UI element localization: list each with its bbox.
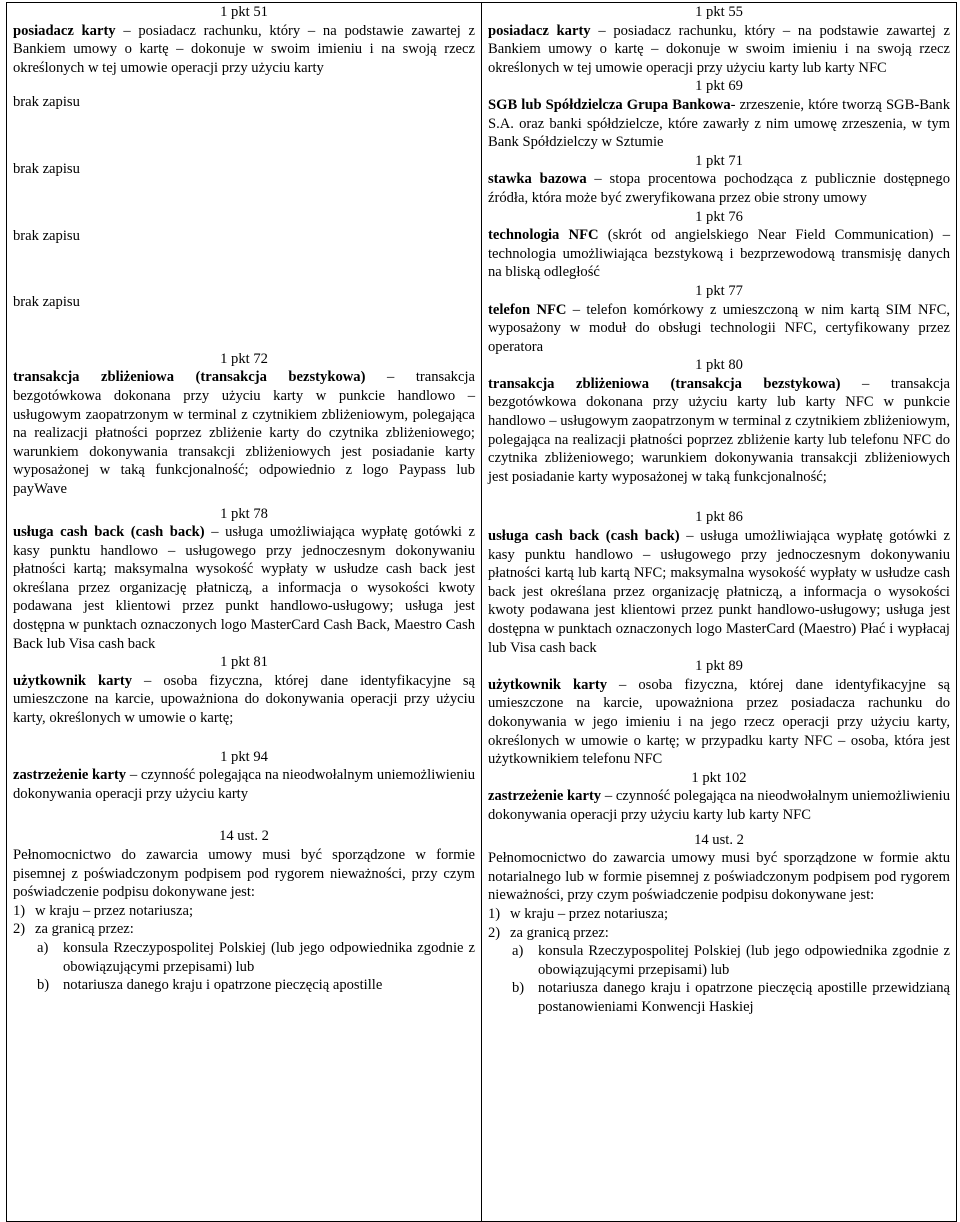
section-ref: 1 pkt 89 xyxy=(695,658,743,675)
term: użytkownik karty xyxy=(13,672,133,689)
term: zastrzeżenie karty xyxy=(13,767,127,784)
definition-block xyxy=(13,3,475,77)
section-ref: 1 pkt 81 xyxy=(220,654,268,671)
term: transakcja zbliżeniowa (transakcja bezstykowa) xyxy=(13,369,366,386)
definition-text: posiadacz karty – posiadacz rachunku, który – na podstawie zawartej z Bankiem umowy o kartę – dokonuje w swoim imieniu i na swoją rzecz określonych w tej umowie operacji przy użyciu karty xyxy=(13,22,475,76)
clause-intro: Pełnomocnictwo do zawarcia umowy musi być sporządzone w formie aktu notarialnego lub w formie pisemnej z poświadczonym podpisem pod rygorem nieważności, przy czym poświadczenie podpisu dokonywane jest: xyxy=(488,850,950,904)
definition-block xyxy=(488,3,950,77)
definition-block xyxy=(488,152,950,208)
sub-list xyxy=(33,939,475,995)
clause-intro: Pełnomocnictwo do zawarcia umowy musi być sporządzone w formie pisemnej z poświadczonym podpisem pod rygorem nieważności, przy czym poświadczenie podpisu dokonywane jest: xyxy=(13,847,475,901)
definition-block xyxy=(488,77,950,151)
empty-entry: brak zapisu xyxy=(13,294,80,311)
empty-entry: brak zapisu xyxy=(13,227,80,244)
definition-text: użytkownik karty – osoba fizyczna, której dane identyfikacyjne są umieszczone na karcie, upoważniona przez posiadacza rachunku do dokonywania w jego imieniu i na jego rzecz operacji przy użyciu karty, określonych w umowie o kartę; w przypadku karty NFC – osoba, która jest użytkownikiem telefonu NFC xyxy=(488,676,950,768)
term: stawka bazowa xyxy=(488,171,587,188)
section-ref: 14 ust. 2 xyxy=(694,831,744,848)
term: użytkownik karty xyxy=(488,676,608,693)
definition-text: stawka bazowa – stopa procentowa pochodząca z publicznie dostępnego źródła, która może być zweryfikowana przez obie strony umowy xyxy=(488,171,950,206)
definition-block xyxy=(488,356,950,486)
definition-block xyxy=(488,769,950,825)
comparison-table xyxy=(6,2,957,1222)
definition-text: usługa cash back (cash back) – usługa umożliwiająca wypłatę gotówki z kasy punktu handlowo – usługowego przy jednoczesnym dokonywaniu płatności kartą; maksymalna wysokość wypłaty w usłudze cash back jest określana przez organizację płatniczą, a informacja o wysokości kwoty podawana jest klientowi przez punkt handlowo-usługowy; usługa jest dostępna w punktach oznaczonych logo MasterCard Cash Back, Maestro Cash Back lub Visa cash back xyxy=(13,524,476,652)
definition-text: transakcja zbliżeniowa (transakcja bezstykowa) – transakcja bezgotówkowa dokonana przy użyciu karty w punkcie handlowo – usługowym zaopatrzonym w terminal z czytnikiem zbliżeniowym, polegająca na realizacji płatności poprzez zbliżenie karty do czytnika zbliżeniowego; warunkiem dokonywania transakcji zbliżeniowych jest posiadanie karty wyposażonej w taką funkcjonalność; odpowiednio z logo Paypass lub payWave xyxy=(13,369,475,497)
definition-block xyxy=(488,208,950,282)
definition-text: zastrzeżenie karty – czynność polegająca na nieodwołalnym uniemożliwieniu dokonywania operacji przy użyciu karty lub karty NFC xyxy=(488,788,950,823)
empty-entry: brak zapisu xyxy=(13,94,80,111)
list-item: 2) za granicą przez: a) konsula Rzeczypospolitej Polskiej (lub jego odpowiednika zgodnie z obowiązującymi przepisami) lub b) notariusza danego kraju i opatrzone pieczęcią apostille przewidzianą postanowieniami Konwencji Haskiej xyxy=(488,924,950,1015)
definition-block xyxy=(13,748,475,804)
definition-block xyxy=(488,282,950,356)
section-ref: 1 pkt 55 xyxy=(695,4,743,20)
section-ref: 1 pkt 51 xyxy=(220,4,268,20)
list-item: a) konsula Rzeczypospolitej Polskiej (lub jego odpowiednika zgodnie z obowiązującymi przepisami) lub xyxy=(37,939,475,975)
list-item: b) notariusza danego kraju i opatrzone pieczęcią apostille xyxy=(37,977,383,994)
table-row xyxy=(7,3,957,1222)
definition-block xyxy=(488,657,950,769)
section-ref: 1 pkt 76 xyxy=(695,208,743,225)
section-ref: 1 pkt 71 xyxy=(695,152,743,169)
section-ref: 1 pkt 86 xyxy=(695,509,743,526)
list-item: 1) w kraju – przez notariusza; xyxy=(488,905,669,922)
term: telefon NFC xyxy=(488,301,567,318)
clause-list xyxy=(13,902,475,995)
sub-list xyxy=(508,942,950,1016)
term: posiadacz karty xyxy=(13,22,116,39)
list-item: a) konsula Rzeczypospolitej Polskiej (lub jego odpowiednika zgodnie z obowiązującymi przepisami) lub xyxy=(512,943,950,978)
clause-block xyxy=(488,831,950,1017)
term: technologia NFC xyxy=(488,227,599,244)
definition-text: technologia NFC (skrót od angielskiego Near Field Communication) – technologia umożliwiająca bezstykową i bezprzewodową transmisję danych na bliską odległość xyxy=(488,227,950,281)
definition-block xyxy=(488,508,950,657)
definition-text: zastrzeżenie karty – czynność polegająca na nieodwołalnym uniemożliwieniu dokonywania operacji przy użyciu karty xyxy=(13,767,475,802)
definition-text: telefon NFC – telefon komórkowy z umieszczoną w nim kartą SIM NFC, wyposażony w moduł do obsługi technologii NFC, certyfikowany przez operatora xyxy=(488,301,950,355)
definition-text: transakcja zbliżeniowa (transakcja bezstykowa) – transakcja bezgotówkowa dokonana przy użyciu karty lub karty NFC w punkcie handlowo – usługowym zaopatrzonym w terminal z czytnikiem zbliżeniowym, polegająca na realizacji płatności poprzez zbliżenie karty lub telefonu NFC do czytnika zbliżeniowego; warunkiem dokonywania transakcji zbliżeniowych jest posiadanie karty wyposażonej w taką funkcjonalność; xyxy=(488,375,950,485)
section-ref: 1 pkt 72 xyxy=(220,350,268,367)
clause-block xyxy=(13,827,475,994)
list-item: 1) w kraju – przez notariusza; xyxy=(13,902,194,919)
definition-text: SGB lub Spółdzielcza Grupa Bankowa- zrzeszenie, które tworzą SGB-Bank S.A. oraz banki spółdzielcze, które zawarły z nim umowę zrzeszenia, w tym Bank Spółdzielczy w Sztumie xyxy=(488,96,950,151)
definition-text: usługa cash back (cash back) – usługa umożliwiająca wypłatę gotówki z kasy punktu handlowo – usługowego przy jednoczesnym dokonywaniu płatności kartą lub kartą NFC; maksymalna wysokość wypłaty w usłudze cash back jest określana przez organizację płatniczą, a informacja o wysokości kwoty podawana jest klientowi przez punkt handlowo-usługowy; usługa jest dostępna w punktach oznaczonych logo MasterCard (Maestro) Płać i wypłacaj lub Visa cash back xyxy=(488,528,951,656)
term: transakcja zbliżeniowa (transakcja bezstykowa) xyxy=(488,375,841,392)
section-ref: 14 ust. 2 xyxy=(219,828,269,845)
definition-block xyxy=(13,350,475,499)
definition-block xyxy=(13,653,475,727)
section-ref: 1 pkt 102 xyxy=(691,769,747,786)
empty-entry: brak zapisu xyxy=(13,160,80,177)
clause-list xyxy=(488,905,950,1017)
section-ref: 1 pkt 94 xyxy=(220,748,268,765)
definition-text: użytkownik karty – osoba fizyczna, której dane identyfikacyjne są umieszczone na karcie, upoważniona do dokonywania operacji przy użyciu karty, określonych w umowie o kartę; xyxy=(13,672,475,727)
term: SGB lub Spółdzielcza Grupa Bankowa xyxy=(488,96,731,113)
definition-text: posiadacz karty – posiadacz rachunku, który – na podstawie zawartej z Bankiem umowy o kartę – dokonuje w swoim imieniu i na swoją rzecz określonych w tej umowie operacji przy użyciu karty lub karty NFC xyxy=(488,22,950,76)
list-item: 2) za granicą przez: a) konsula Rzeczypospolitej Polskiej (lub jego odpowiednika zgodnie z obowiązującymi przepisami) lub b) notariusza danego kraju i opatrzone pieczęcią apostille xyxy=(13,921,475,994)
term: usługa cash back (cash back) xyxy=(488,528,680,545)
section-ref: 1 pkt 69 xyxy=(695,78,743,95)
section-ref: 1 pkt 80 xyxy=(695,357,743,374)
definition-block xyxy=(13,505,475,654)
section-ref: 1 pkt 78 xyxy=(220,505,268,522)
right-column xyxy=(482,3,957,1222)
term: usługa cash back (cash back) xyxy=(13,524,205,541)
term: zastrzeżenie karty xyxy=(488,788,602,805)
term: posiadacz karty xyxy=(488,22,591,39)
list-item: b) notariusza danego kraju i opatrzone pieczęcią apostille przewidzianą postanowieniami Konwencji Haskiej xyxy=(512,980,950,1015)
section-ref: 1 pkt 77 xyxy=(695,282,743,299)
left-column xyxy=(7,3,482,1222)
